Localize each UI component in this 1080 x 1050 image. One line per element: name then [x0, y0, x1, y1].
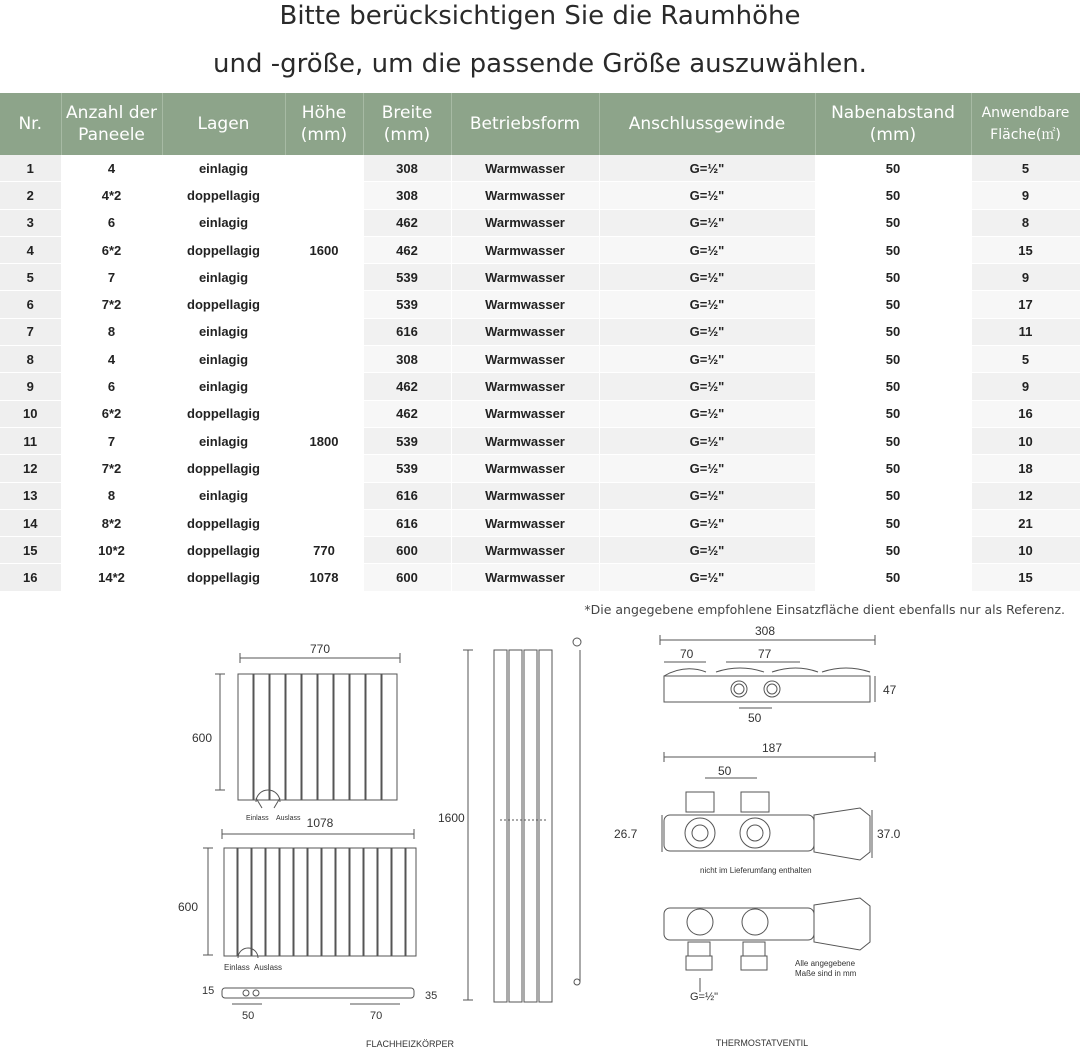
cell-nr: 10	[0, 400, 61, 427]
cell-flaeche: 10	[971, 427, 1080, 454]
valve-top-view	[660, 635, 875, 708]
cell-nr: 11	[0, 427, 61, 454]
cell-lagen: einlagig	[162, 427, 285, 454]
cell-paneele: 7*2	[61, 455, 162, 482]
dim-side-height: 1600	[438, 811, 465, 825]
header-paneele: Anzahl der Paneele	[61, 93, 162, 155]
table-row	[0, 236, 1080, 263]
table-body	[0, 155, 1080, 591]
cell-nr: 1	[0, 155, 61, 182]
cell-nr: 16	[0, 564, 61, 591]
dim-valve-spacing: 50	[748, 711, 762, 725]
header-nabenabstand: Nabenabstand (mm)	[815, 93, 971, 155]
cell-paneele: 4	[61, 346, 162, 373]
header-hoehe: Höhe (mm)	[285, 93, 363, 155]
cell-flaeche: 16	[971, 400, 1080, 427]
cell-betrieb: Warmwasser	[451, 509, 599, 536]
cell-gewinde: G=½"	[599, 209, 815, 236]
cell-nr: 12	[0, 455, 61, 482]
spec-table	[0, 93, 1080, 592]
cell-nabe: 50	[815, 482, 971, 509]
cell-breite: 539	[363, 455, 451, 482]
cell-nr: 7	[0, 318, 61, 345]
cell-breite: 616	[363, 318, 451, 345]
table-row	[0, 427, 1080, 454]
cell-flaeche: 10	[971, 537, 1080, 564]
cell-gewinde: G=½"	[599, 318, 815, 345]
cell-betrieb: Warmwasser	[451, 400, 599, 427]
dim-valve-height: 47	[883, 683, 897, 697]
table-header-row	[0, 93, 1080, 155]
table-row	[0, 509, 1080, 536]
table-row	[0, 482, 1080, 509]
cell-gewinde: G=½"	[599, 155, 815, 182]
cell-nabe: 50	[815, 264, 971, 291]
cell-betrieb: Warmwasser	[451, 373, 599, 400]
cell-breite: 308	[363, 182, 451, 209]
cell-nabe: 50	[815, 346, 971, 373]
cell-flaeche: 8	[971, 209, 1080, 236]
cell-nabe: 50	[815, 455, 971, 482]
cell-breite: 600	[363, 564, 451, 591]
cell-flaeche: 18	[971, 455, 1080, 482]
cell-breite: 462	[363, 373, 451, 400]
cell-hoehe-group-b: 1800	[285, 346, 363, 537]
radiator-front-small	[215, 653, 400, 808]
cell-breite: 600	[363, 537, 451, 564]
cell-gewinde: G=½"	[599, 400, 815, 427]
cell-paneele: 6*2	[61, 236, 162, 263]
cell-betrieb: Warmwasser	[451, 182, 599, 209]
table-row	[0, 373, 1080, 400]
cell-paneele: 4*2	[61, 182, 162, 209]
cell-flaeche: 21	[971, 509, 1080, 536]
cell-lagen: doppellagig	[162, 455, 285, 482]
cell-breite: 616	[363, 509, 451, 536]
cell-gewinde: G=½"	[599, 182, 815, 209]
cell-lagen: einlagig	[162, 373, 285, 400]
cell-breite: 616	[363, 482, 451, 509]
cell-betrieb: Warmwasser	[451, 236, 599, 263]
cell-lagen: einlagig	[162, 155, 285, 182]
cell-paneele: 10*2	[61, 537, 162, 564]
table-row	[0, 318, 1080, 345]
cell-lagen: einlagig	[162, 264, 285, 291]
cell-nr: 5	[0, 264, 61, 291]
dim-valve-spacing-2: 50	[718, 764, 732, 778]
cell-breite: 462	[363, 400, 451, 427]
table-row	[0, 264, 1080, 291]
table-row	[0, 155, 1080, 182]
cell-gewinde: G=½"	[599, 537, 815, 564]
cell-flaeche: 12	[971, 482, 1080, 509]
cell-gewinde: G=½"	[599, 346, 815, 373]
dim-depth-b: 35	[425, 990, 438, 1002]
cell-nabe: 50	[815, 373, 971, 400]
cell-nr: 6	[0, 291, 61, 318]
cell-breite: 539	[363, 264, 451, 291]
cell-hoehe: 1078	[285, 564, 363, 591]
cell-flaeche: 5	[971, 346, 1080, 373]
cell-paneele: 14*2	[61, 564, 162, 591]
cell-nabe: 50	[815, 236, 971, 263]
cell-nabe: 50	[815, 182, 971, 209]
table-row	[0, 209, 1080, 236]
header-betriebsform: Betriebsform	[451, 93, 599, 155]
cell-nabe: 50	[815, 509, 971, 536]
cell-betrieb: Warmwasser	[451, 482, 599, 509]
cell-breite: 539	[363, 291, 451, 318]
cell-nabe: 50	[815, 291, 971, 318]
label-inlet-bottom: Einlass	[224, 963, 250, 972]
cell-nr: 3	[0, 209, 61, 236]
cell-lagen: einlagig	[162, 209, 285, 236]
label-inlet-top: Einlass	[246, 815, 269, 822]
cell-gewinde: G=½"	[599, 264, 815, 291]
cell-hoehe-group-a: 1600	[285, 155, 363, 346]
cell-gewinde: G=½"	[599, 455, 815, 482]
dim-top-width: 770	[309, 642, 331, 656]
cell-paneele: 4	[61, 155, 162, 182]
cell-nabe: 50	[815, 564, 971, 591]
heading-line-1: Bitte berücksichtigen Sie die Raumhöhe	[279, 1, 801, 31]
cell-paneele: 8	[61, 318, 162, 345]
cell-flaeche: 9	[971, 373, 1080, 400]
cell-lagen: doppellagig	[162, 236, 285, 263]
note-delivery: nicht im Lieferumfang enthalten	[700, 866, 812, 875]
header-lagen: Lagen	[162, 93, 285, 155]
table-row	[0, 400, 1080, 427]
cell-betrieb: Warmwasser	[451, 427, 599, 454]
radiator-side-view	[463, 638, 581, 1002]
dim-bottom-width: 1078	[306, 816, 334, 830]
cell-nabe: 50	[815, 427, 971, 454]
cell-nr: 15	[0, 537, 61, 564]
cell-lagen: doppellagig	[162, 537, 285, 564]
footnote: *Die angegebene empfohlene Einsatzfläche dient ebenfalls nur als Referenz.	[584, 602, 1065, 617]
cell-nabe: 50	[815, 155, 971, 182]
cell-paneele: 7*2	[61, 291, 162, 318]
cell-lagen: doppellagig	[162, 509, 285, 536]
cell-betrieb: Warmwasser	[451, 155, 599, 182]
cell-paneele: 7	[61, 427, 162, 454]
table-row	[0, 346, 1080, 373]
dim-valve-offset-a: 70	[680, 647, 694, 661]
header-flaeche: Anwendbare Fläche(㎡)	[971, 93, 1080, 155]
cell-lagen: doppellagig	[162, 182, 285, 209]
cell-lagen: doppellagig	[162, 400, 285, 427]
cell-breite: 308	[363, 155, 451, 182]
cell-paneele: 8	[61, 482, 162, 509]
dim-spacing-b: 70	[370, 1010, 383, 1022]
cell-nr: 9	[0, 373, 61, 400]
cell-betrieb: Warmwasser	[451, 209, 599, 236]
label-outlet-bottom: Auslass	[254, 963, 283, 972]
note-units-2: Maße sind in mm	[795, 969, 857, 978]
caption-valve: THERMOSTATVENTIL	[715, 1038, 809, 1048]
header-nr: Nr.	[0, 93, 61, 155]
dim-valve-offset-b: 77	[758, 647, 772, 661]
cell-gewinde: G=½"	[599, 427, 815, 454]
cell-paneele: 6	[61, 373, 162, 400]
dim-valve-total: 187	[762, 741, 783, 755]
cell-gewinde: G=½"	[599, 236, 815, 263]
cell-betrieb: Warmwasser	[451, 264, 599, 291]
table-row	[0, 537, 1080, 564]
cell-flaeche: 17	[971, 291, 1080, 318]
cell-betrieb: Warmwasser	[451, 455, 599, 482]
dim-valve-width: 308	[754, 624, 776, 638]
cell-flaeche: 9	[971, 264, 1080, 291]
cell-gewinde: G=½"	[599, 482, 815, 509]
label-outlet-top: Auslass	[276, 815, 301, 822]
cell-gewinde: G=½"	[599, 291, 815, 318]
cell-betrieb: Warmwasser	[451, 291, 599, 318]
cell-betrieb: Warmwasser	[451, 564, 599, 591]
dim-valve-left: 26.7	[614, 827, 638, 841]
cell-flaeche: 9	[971, 182, 1080, 209]
cell-breite: 308	[363, 346, 451, 373]
cell-lagen: einlagig	[162, 346, 285, 373]
cell-lagen: doppellagig	[162, 564, 285, 591]
cell-lagen: einlagig	[162, 318, 285, 345]
cell-nr: 8	[0, 346, 61, 373]
cell-paneele: 6*2	[61, 400, 162, 427]
valve-front-view	[662, 752, 875, 860]
table-row	[0, 291, 1080, 318]
cell-flaeche: 11	[971, 318, 1080, 345]
table-row	[0, 182, 1080, 209]
dim-valve-right: 37.0	[877, 827, 901, 841]
cell-nabe: 50	[815, 318, 971, 345]
cell-paneele: 8*2	[61, 509, 162, 536]
technical-drawing	[0, 620, 1080, 1050]
cell-lagen: doppellagig	[162, 291, 285, 318]
cell-nabe: 50	[815, 537, 971, 564]
table-row	[0, 455, 1080, 482]
cell-flaeche: 15	[971, 564, 1080, 591]
cell-gewinde: G=½"	[599, 373, 815, 400]
cell-betrieb: Warmwasser	[451, 318, 599, 345]
caption-radiator: FLACHHEIZKÖRPER	[365, 1039, 455, 1049]
cell-hoehe: 770	[285, 537, 363, 564]
cell-flaeche: 15	[971, 236, 1080, 263]
label-thread: G=½"	[690, 991, 719, 1003]
cell-breite: 539	[363, 427, 451, 454]
header-gewinde: Anschlussgewinde	[599, 93, 815, 155]
cell-nabe: 50	[815, 209, 971, 236]
cell-gewinde: G=½"	[599, 564, 815, 591]
header-breite: Breite (mm)	[363, 93, 451, 155]
cell-nr: 2	[0, 182, 61, 209]
cell-flaeche: 5	[971, 155, 1080, 182]
cell-paneele: 6	[61, 209, 162, 236]
cell-breite: 462	[363, 209, 451, 236]
radiator-front-large	[203, 829, 416, 1004]
cell-nr: 13	[0, 482, 61, 509]
note-units-1: Alle angegebene	[795, 959, 856, 968]
table-row	[0, 564, 1080, 591]
dim-depth-a: 15	[202, 985, 215, 997]
page-heading	[0, 0, 1080, 96]
cell-betrieb: Warmwasser	[451, 537, 599, 564]
cell-nr: 4	[0, 236, 61, 263]
dim-bottom-height: 600	[178, 900, 199, 914]
cell-breite: 462	[363, 236, 451, 263]
cell-paneele: 7	[61, 264, 162, 291]
cell-nabe: 50	[815, 400, 971, 427]
cell-nr: 14	[0, 509, 61, 536]
dim-top-height: 600	[192, 731, 213, 745]
heading-line-2: und -größe, um die passende Größe auszuwählen.	[213, 49, 867, 79]
cell-gewinde: G=½"	[599, 509, 815, 536]
cell-betrieb: Warmwasser	[451, 346, 599, 373]
cell-lagen: einlagig	[162, 482, 285, 509]
dim-spacing-a: 50	[242, 1010, 255, 1022]
